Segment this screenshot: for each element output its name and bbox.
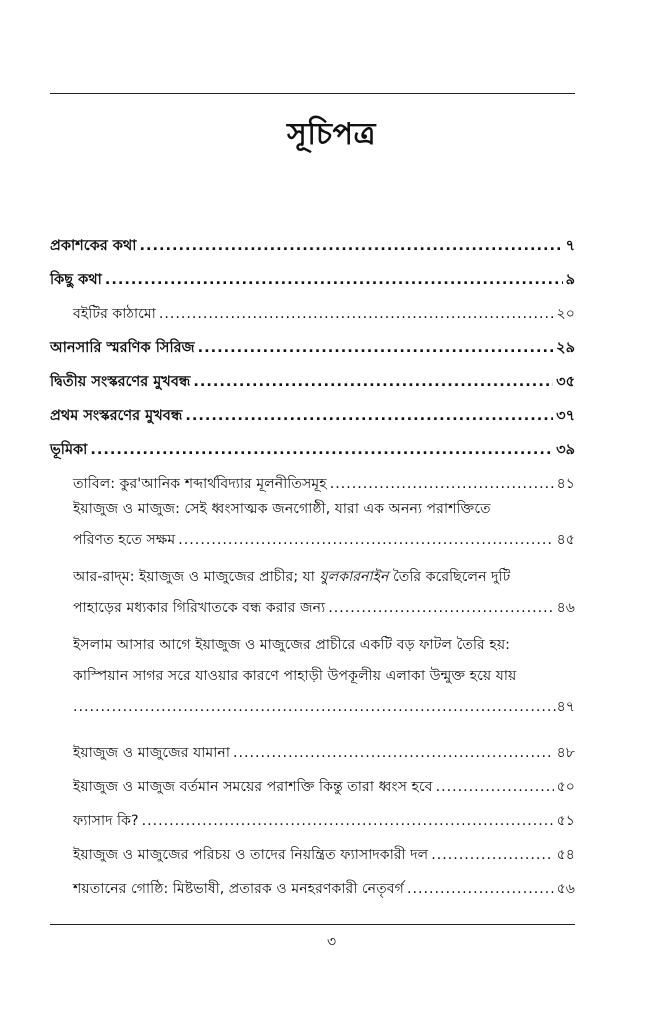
toc-subentry[interactable]	[73, 290, 575, 324]
toc-subentry[interactable]	[73, 797, 575, 831]
leader-dots	[90, 440, 553, 460]
toc-entry-page: ৪৬	[556, 600, 575, 616]
toc-entry[interactable]	[50, 222, 575, 256]
page-title: সূচিপত্র	[287, 117, 376, 152]
toc-entry-line2: কাস্পিয়ান সাগর সরে যাওয়ার কারণে পাহাড়ী উপকূলীয় এলাকা উন্মুক্ত হয়ে যায়	[73, 668, 517, 684]
toc-subentry-multiline[interactable]	[73, 562, 575, 624]
toc-subentry-multiline[interactable]	[73, 630, 575, 723]
toc-entry-line1: ইয়াজুজ ও মাজুজ: সেই ধ্বংসাত্মক জনগোষ্ঠী, যারা এক অনন্য পরাশক্তিতে	[73, 501, 491, 517]
page-number: ৩	[326, 934, 337, 950]
toc-entry-label: ভূমিকা	[50, 442, 88, 458]
toc-entry-page: ৭	[565, 238, 575, 254]
toc-entry-page: ৪৭	[556, 699, 575, 715]
toc-subentry[interactable]	[73, 763, 575, 797]
leader-dots	[407, 879, 554, 899]
toc-entry-page: ৫০	[556, 779, 575, 795]
toc-entry-page: ৫৪	[556, 847, 575, 863]
leader-dots	[105, 270, 563, 290]
toc-entry-label: বইটির কাঠামো	[73, 306, 156, 322]
table-of-contents	[50, 222, 575, 899]
toc-entry-line1-text: তৈরি করেছিলেন দুটি	[388, 569, 511, 585]
toc-subentry-multiline[interactable]	[73, 494, 575, 556]
leader-dots	[140, 236, 563, 256]
toc-entry-page: ২০	[556, 306, 575, 322]
toc-entry-label: ইয়াজুজ ও মাজুজ বর্তমান সময়ের পরাশক্তি কিন্তু তারা ধ্বংস হবে	[73, 779, 433, 795]
toc-entry-line1: ইসলাম আসার আগে ইয়াজুজ ও মাজুজের প্রাচীরে একটি বড় ফাটল তৈরি হয়:	[73, 637, 510, 653]
leader-dots	[185, 406, 553, 426]
bottom-rule	[50, 924, 575, 925]
leader-dots	[198, 338, 554, 358]
leader-dots	[193, 372, 553, 392]
leader-dots	[178, 525, 553, 556]
toc-entry-page: ৪১	[556, 476, 575, 492]
toc-entry-line1-emphasis: যুলকারনাইন	[319, 569, 389, 585]
toc-entry-label: ফ্যাসাদ কি?	[73, 813, 139, 829]
toc-entry-page: ৯	[565, 272, 575, 288]
toc-entry-page: ৩৫	[556, 374, 575, 390]
toc-entry[interactable]	[50, 324, 575, 358]
leader-dots	[328, 593, 553, 624]
toc-entry-page: ৫১	[556, 813, 575, 829]
toc-entry-label: কিছু কথা	[50, 272, 102, 288]
leader-dots	[436, 777, 554, 797]
toc-entry-page: ৪৫	[556, 532, 575, 548]
leader-dots	[142, 811, 554, 831]
toc-entry-label: দ্বিতীয় সংস্করণের মুখবন্ধ	[50, 374, 191, 390]
toc-entry-line2: পাহাড়ের মধ্যকার গিরিখাতকে বন্ধ করার জন্য	[73, 600, 326, 616]
toc-entry-line2: পরিণত হতে সক্ষম	[73, 532, 176, 548]
toc-entry-page: ৩৯	[556, 442, 575, 458]
toc-entry-label: তাবিল: কুর'আনিক শব্দার্থবিদ্যার মূলনীতিসমূহ	[73, 476, 327, 492]
toc-entry-label: শয়তানের গোষ্ঠি: মিষ্টভাষী, প্রতারক ও মনহরণকারী নেতৃবর্গ	[73, 881, 404, 897]
toc-entry-page: ২৯	[556, 340, 575, 356]
leader-dots	[73, 692, 557, 723]
toc-entry-label: ইয়াজুজ ও মাজুজের যামানা	[73, 745, 230, 761]
toc-entry[interactable]	[50, 358, 575, 392]
leader-dots	[233, 743, 554, 763]
toc-entry-page: ৫৬	[556, 881, 575, 897]
leader-dots	[159, 304, 554, 324]
leader-dots	[431, 845, 553, 865]
toc-subentry[interactable]	[73, 460, 575, 494]
toc-entry[interactable]	[50, 392, 575, 426]
toc-subentry[interactable]	[73, 865, 575, 899]
toc-entry-label: ইয়াজুজ ও মাজুজের পরিচয় ও তাদের নিয়ন্ত্রিত ফ্যাসাদকারী দল	[73, 847, 429, 863]
leader-dots	[330, 474, 554, 494]
toc-entry-label: প্রকাশকের কথা	[50, 238, 137, 254]
top-rule	[50, 93, 575, 94]
toc-entry[interactable]	[50, 426, 575, 460]
toc-entry-page: ৪৮	[556, 745, 575, 761]
toc-entry-label: আনসারি স্মরণিক সিরিজ	[50, 340, 195, 356]
toc-entry-line1	[73, 562, 575, 593]
toc-entry-line1-text: আর-রাদ্‌ম: ইয়াজুজ ও মাজুজের প্রাচীর; যা	[73, 569, 320, 585]
toc-entry-page: ৩৭	[556, 408, 575, 424]
toc-entry[interactable]	[50, 256, 575, 290]
toc-subentry[interactable]	[73, 729, 575, 763]
toc-subentry[interactable]	[73, 831, 575, 865]
toc-entry-label: প্রথম সংস্করণের মুখবন্ধ	[50, 408, 183, 424]
